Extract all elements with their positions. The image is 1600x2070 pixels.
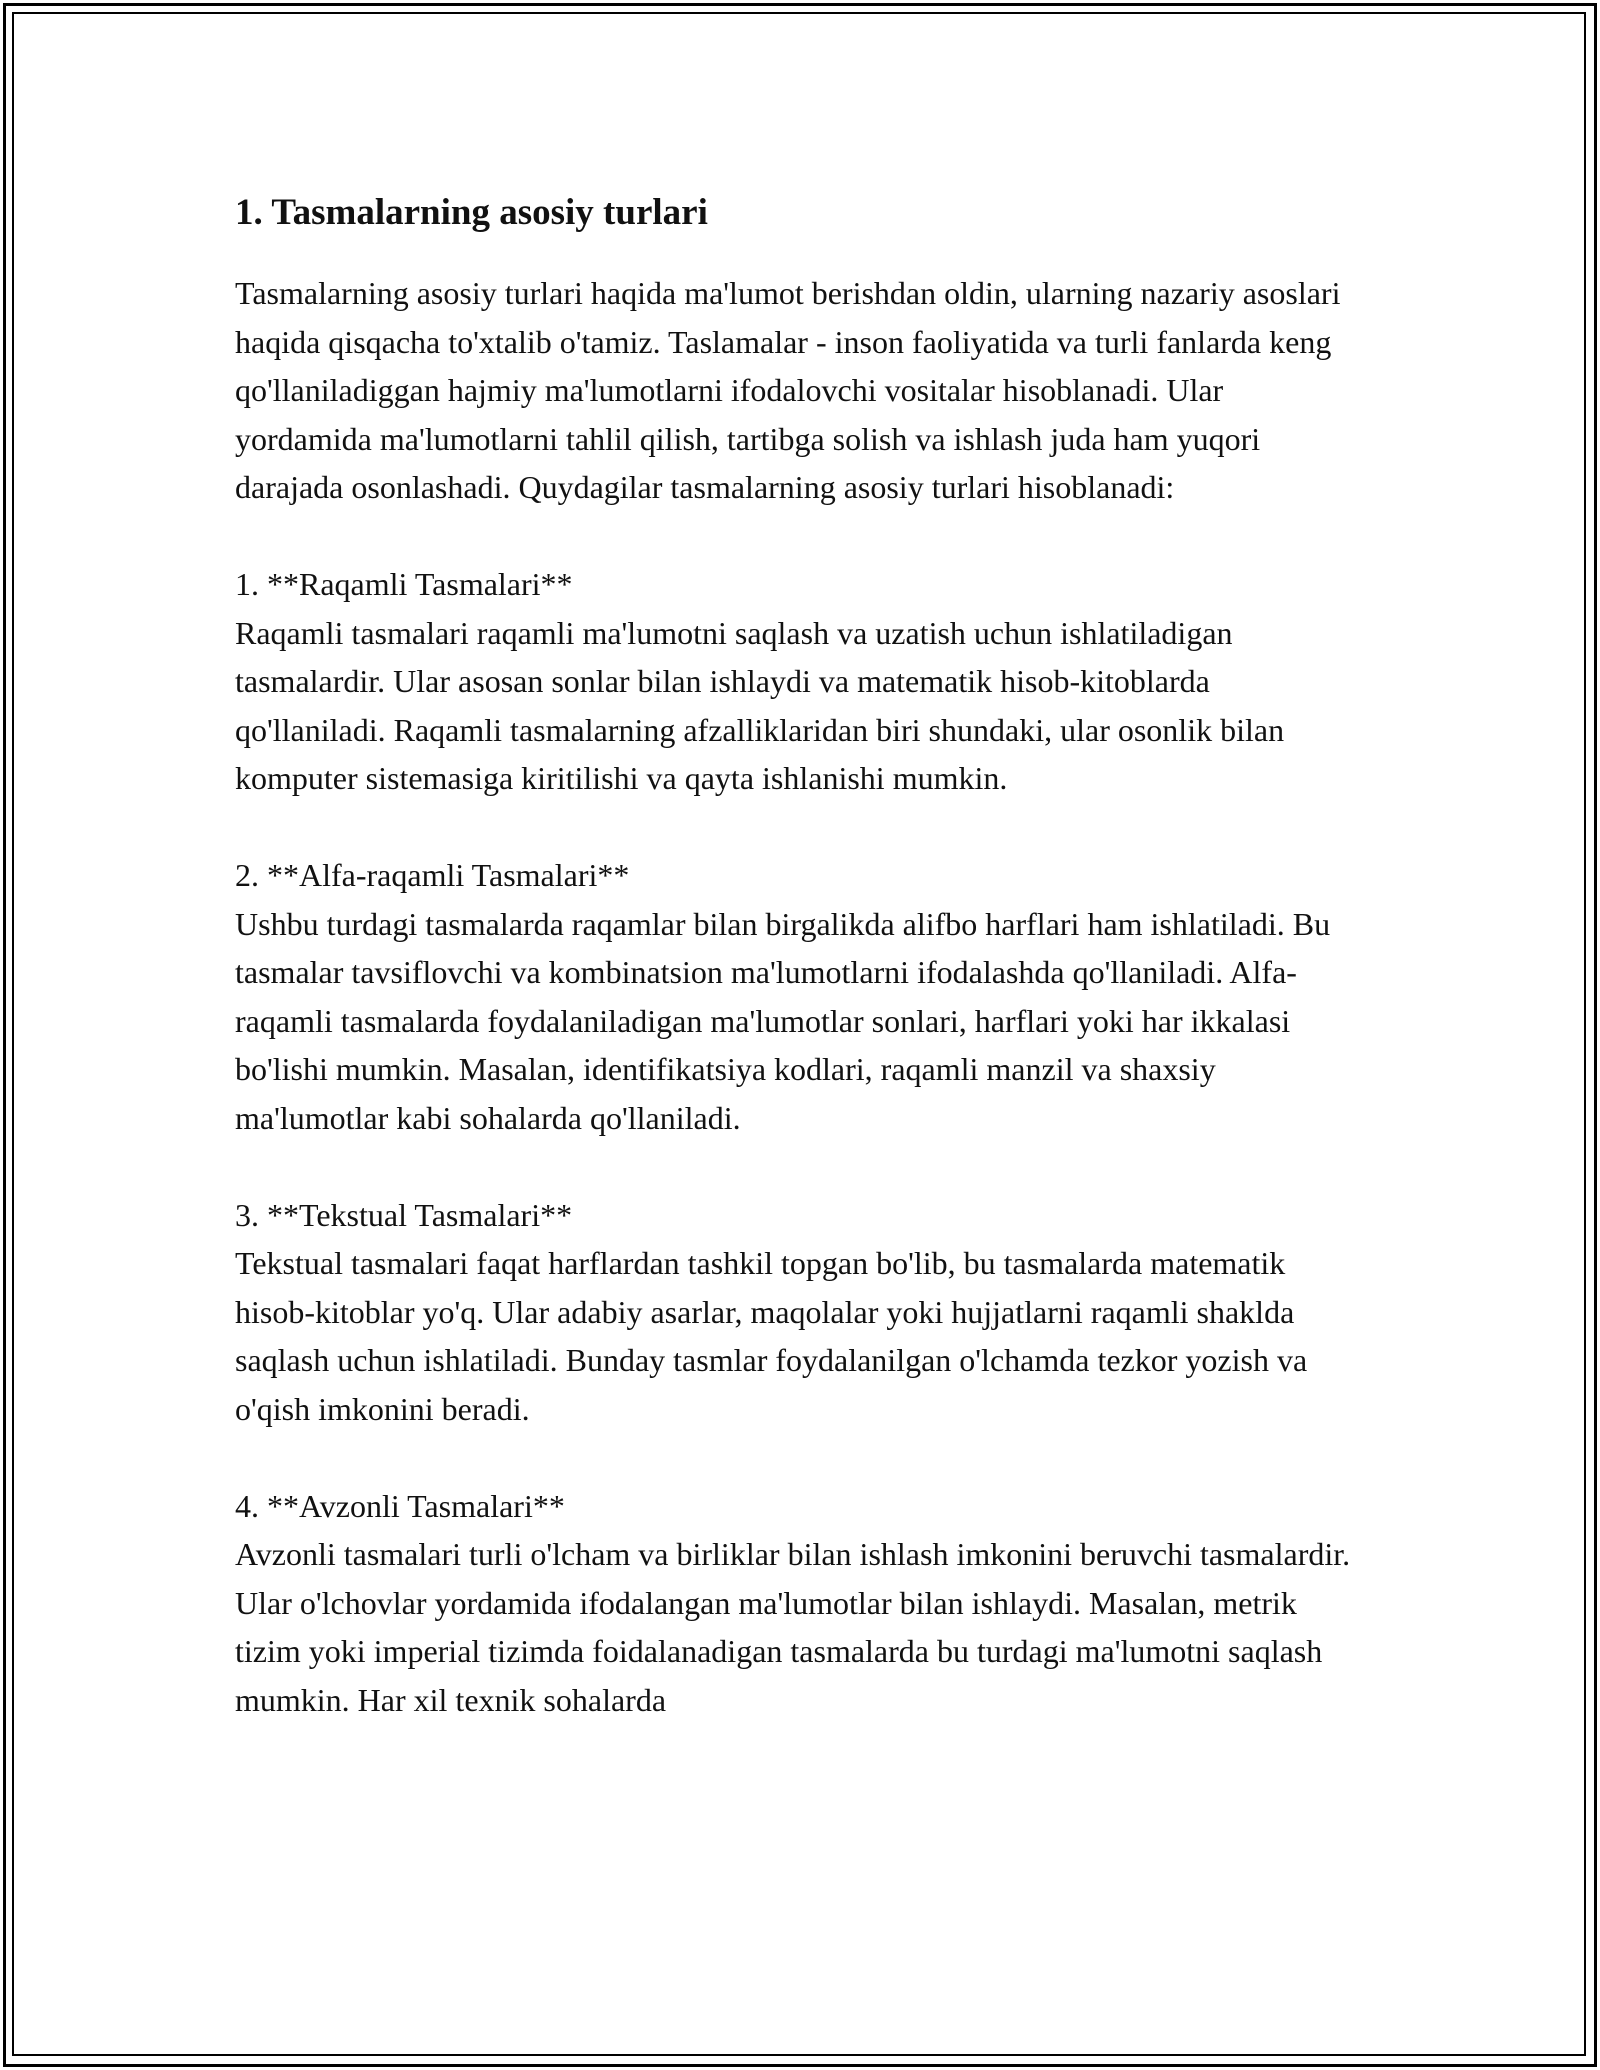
document-content xyxy=(235,185,1365,1724)
section-avzonli xyxy=(235,1482,1365,1725)
section-body: Tekstual tasmalari faqat harflardan tashkil topgan bo'lib, bu tasmalarda matematik hisob-kitoblar yo'q. Ular adabiy asarlar, maqolalar yoki hujjatlarni raqamli shaklda saqlash uchun ishlatiladi. Bunday tasmlar foydalanilgan o'lchamda tezkor yozish va o'qish imkonini beradi. xyxy=(235,1245,1308,1427)
section-heading: 3. **Tekstual Tasmalari** xyxy=(235,1196,573,1233)
section-heading: 1. **Raqamli Tasmalari** xyxy=(235,566,573,602)
intro-paragraph: Tasmalarning asosiy turlari haqida ma'lumot berishdan oldin, ularning nazariy asoslari haqida qisqacha to'xtalib o'tamiz. Taslamalar - inson faoliyatida va turli fanlarda keng qo'llaniladiggan hajmiy ma'lumotlarni ifodalovchi vositalar hisoblanadi. Ular yordamida ma'lumotlarni tahlil qilish, tartibga solish va ishlash juda ham yuqori darajada osonlashadi. Quydagilar tasmalarning asosiy turlari hisoblanadi: xyxy=(235,275,1341,505)
section-alfa-raqamli xyxy=(235,851,1365,1142)
section-tekstual xyxy=(235,1191,1365,1434)
section-heading: 2. **Alfa-raqamli Tasmalari** xyxy=(235,857,630,893)
section-body: Avzonli tasmalari turli o'lcham va birliklar bilan ishlash imkonini beruvchi tasmalardir. Ular o'lchovlar yordamida ifodalangan ma'lumotlar bilan ishlaydi. Masalan, metrik tizim yoki imperial tizimda foidalanadigan tasmalarda bu turdagi ma'lumotni saqlash mumkin. Har xil texnik sohalarda xyxy=(235,1536,1351,1718)
section-raqamli xyxy=(235,560,1365,803)
section-body: Raqamli tasmalari raqamli ma'lumotni saqlash va uzatish uchun ishlatiladigan tasmalardir. Ular asosan sonlar bilan ishlaydi va matematik hisob-kitoblarda qo'llaniladi. Raqamli tasmalarning afzalliklaridan biri shundaki, ular osonlik bilan komputer sistemasiga kiritilishi va qayta ishlanishi mumkin. xyxy=(235,614,1285,796)
document-title: 1. Tasmalarning asosiy turlari xyxy=(235,192,708,233)
section-body: Ushbu turdagi tasmalarda raqamlar bilan birgalikda alifbo harflari ham ishlatiladi. Bu tasmalar tavsiflovchi va kombinatsion ma'lumotlarni ifodalashda qo'llaniladi. Alfa-raqamli tasmalarda foydalaniladigan ma'lumotlar sonlari, harflari yoki har ikkalasi bo'lishi mumkin. Masalan, identifikatsiya kodlari, raqamli manzil va shaxsiy ma'lumotlar kabi sohalarda qo'llaniladi. xyxy=(235,905,1331,1136)
section-heading: 4. **Avzonli Tasmalari** xyxy=(235,1487,565,1524)
